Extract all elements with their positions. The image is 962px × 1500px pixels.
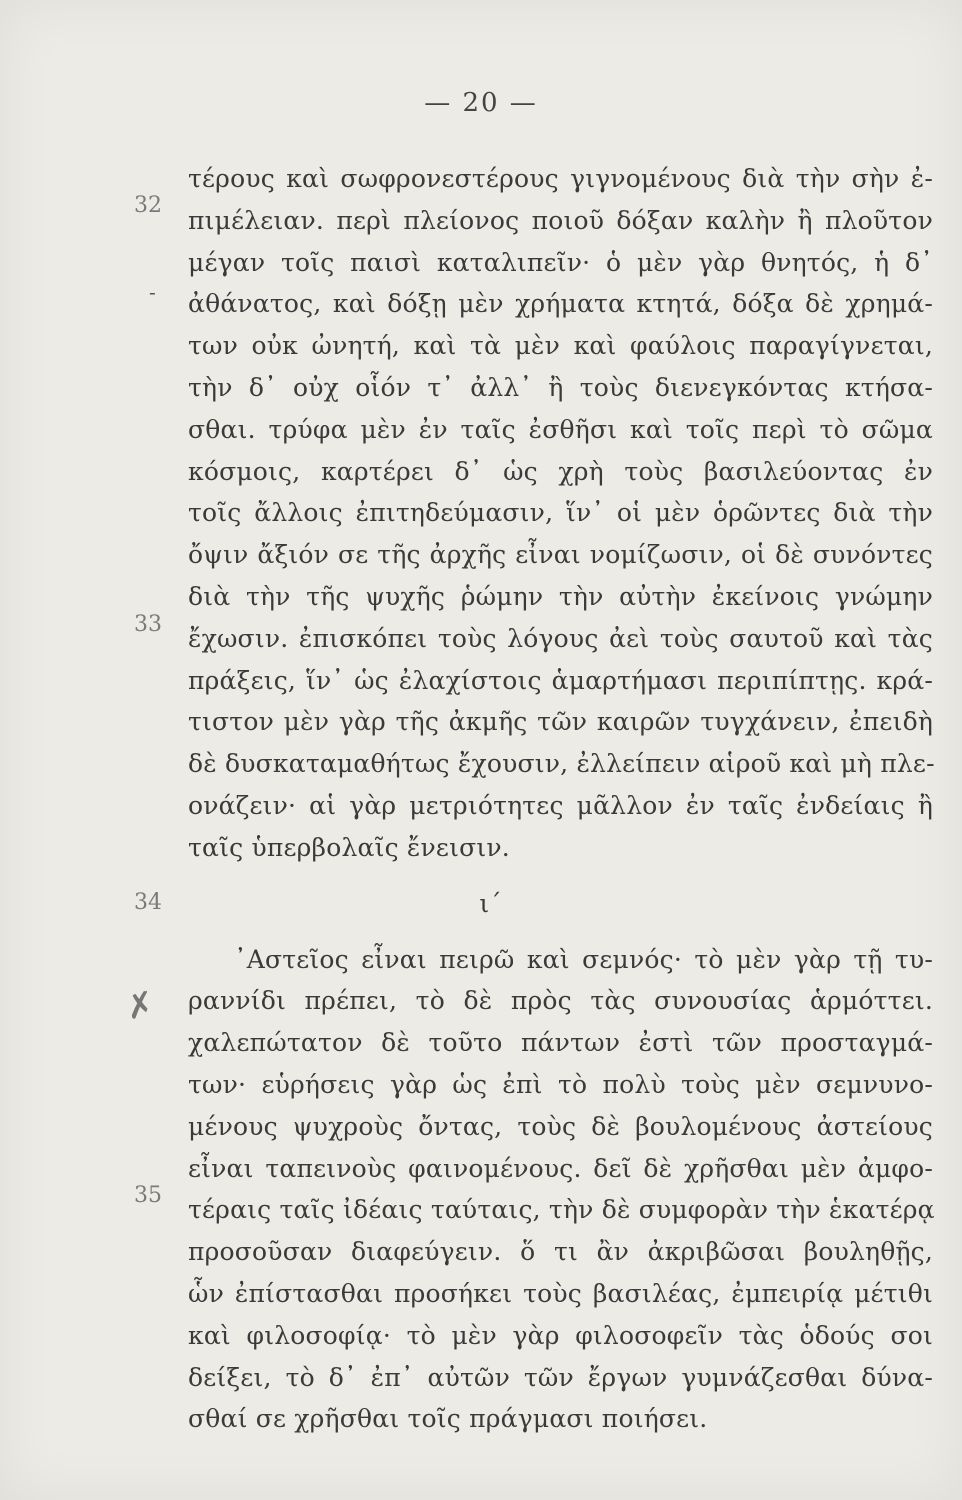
text-line: δὲ δυσκαταμαθήτως ἔχουσιν, ἐλλείπειν αἱροῦ καὶ μὴ πλε- [188, 749, 935, 779]
page-number-header: — 20 — [424, 88, 538, 118]
margin-number-33: 33 [134, 612, 162, 637]
margin-dash-mark: - [149, 280, 156, 304]
text-line: ραννίδι πρέπει, τὸ δὲ πρὸς τὰς συνουσίας ἁρμόττει. [188, 986, 933, 1016]
text-line: μένους ψυχροὺς ὄντας, τοὺς δὲ βουλομένους ἀστείους [188, 1111, 933, 1141]
text-line: πράξεις, ἵν᾿ ὡς ἐλαχίστοις ἁμαρτήμασι περιπίπτῃς. κρά- [188, 665, 933, 695]
margin-number-35: 35 [134, 1183, 162, 1208]
margin-number-32: 32 [134, 193, 162, 218]
text-line: εἶναι ταπεινοὺς φαινομένους. δεῖ δὲ χρῆσθαι μὲν ἀμφο- [188, 1153, 933, 1183]
text-line: ὄψιν ἄξιόν σε τῆς ἀρχῆς εἶναι νομίζωσιν, οἱ δὲ συνόντες [188, 540, 933, 570]
text-line: τέρους καὶ σωφρονεστέρους γιγνομένους διὰ τὴν σὴν ἐ- [188, 164, 933, 193]
text-line: τέραις ταῖς ἰδέαις ταύταις, τὴν δὲ συμφορὰν τὴν ἑκατέρᾳ [188, 1195, 935, 1225]
text-line: κόσμοις, καρτέρει δ᾿ ὡς χρὴ τοὺς βασιλεύοντας ἐν [188, 456, 933, 486]
text-line: ὧν ἐπίστασθαι προσήκει τοὺς βασιλέας, ἐμπειρίᾳ μέτιθι [188, 1278, 933, 1308]
pencil-check-mark: ✗ [122, 983, 159, 1029]
main-text-block [188, 158, 933, 1440]
text-line: ονάζειν· αἱ γὰρ μετριότητες μᾶλλον ἐν ταῖς ἐνδείαις ἢ [188, 790, 933, 820]
text-line: ἔχωσιν. ἐπισκόπει τοὺς λόγους ἀεὶ τοὺς σαυτοῦ καὶ τὰς [188, 623, 933, 653]
text-line: δείξει, τὸ δ᾿ ἐπ᾿ αὐτῶν τῶν ἔργων γυμνάζεσθαι δύνα- [188, 1362, 933, 1392]
text-line: πιμέλειαν. περὶ πλείονος ποιοῦ δόξαν καλὴν ἢ πλοῦτον [188, 205, 933, 235]
text-line: τοῖς ἄλλοις ἐπιτηδεύμασιν, ἵν᾿ οἱ μὲν ὁρῶντες διὰ τὴν [188, 498, 933, 528]
text-line: τιστον μὲν γὰρ τῆς ἀκμῆς τῶν καιρῶν τυγχάνειν, ἐπειδὴ [188, 707, 933, 737]
text-line: τὴν δ᾿ οὐχ οἷόν τ᾿ ἀλλ᾿ ἢ τοὺς διενεγκόντας κτήσα- [188, 372, 933, 402]
text-line: σθαι. τρύφα μὲν ἐν ταῖς ἐσθῆσι καὶ τοῖς περὶ τὸ σῶμα [188, 414, 933, 444]
text-line: μέγαν τοῖς παισὶ καταλιπεῖν· ὁ μὲν γὰρ θνητός, ἡ δ᾿ [188, 247, 933, 277]
text-line: ταῖς ὑπερβολαῖς ἔνεισιν. [188, 832, 510, 862]
text-line: σθαί σε χρῆσθαι τοῖς πράγμασι ποιήσει. [188, 1404, 708, 1434]
margin-number-34: 34 [134, 890, 162, 915]
section-label: ι΄ [479, 888, 502, 918]
text-line: των οὐκ ὠνητή, καὶ τὰ μὲν καὶ φαύλοις παραγίγνεται, [188, 331, 933, 361]
text-line: των· εὑρήσεις γὰρ ὡς ἐπὶ τὸ πολὺ τοὺς μὲν σεμνυνο- [188, 1069, 933, 1099]
text-line: χαλεπώτατον δὲ τοῦτο πάντων ἐστὶ τῶν προσταγμά- [188, 1028, 933, 1058]
text-line: ἀθάνατος, καὶ δόξῃ μὲν χρήματα κτητά, δόξα δὲ χρημά- [188, 289, 933, 319]
text-line: ᾿Αστεῖος εἶναι πειρῶ καὶ σεμνός· τὸ μὲν γὰρ τῇ τυ- [234, 944, 933, 974]
text-line: καὶ φιλοσοφίᾳ· τὸ μὲν γὰρ φιλοσοφεῖν τὰς ὁδούς σοι [188, 1320, 933, 1350]
text-line: προσοῦσαν διαφεύγειν. ὅ τι ἂν ἀκριβῶσαι βουληθῇς, [188, 1237, 933, 1267]
text-line: διὰ τὴν τῆς ψυχῆς ῥώμην τὴν αὐτὴν ἐκείνοις γνώμην [188, 581, 933, 611]
